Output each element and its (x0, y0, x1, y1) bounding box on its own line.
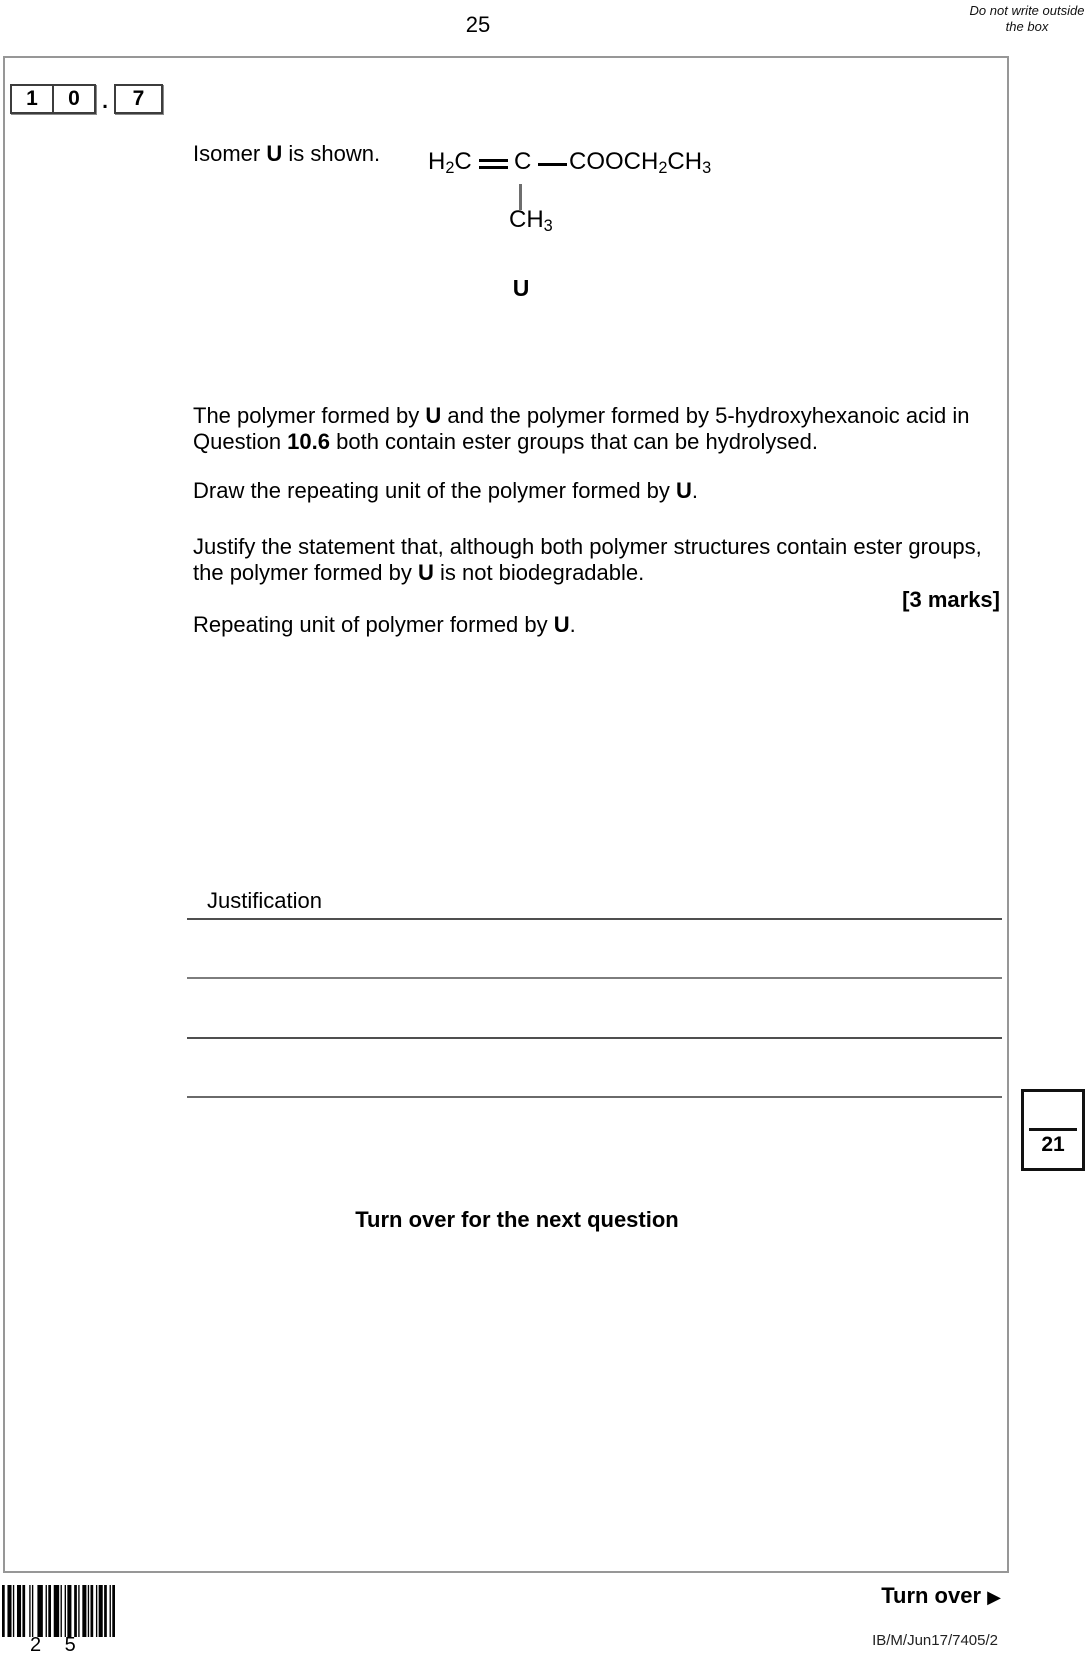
answer-line (187, 1096, 1002, 1098)
paragraph-draw-instruction: Draw the repeating unit of the polymer formed by U. (193, 478, 699, 503)
answer-line (187, 918, 1002, 920)
turn-over-next-question: Turn over for the next question (355, 1207, 679, 1232)
barcode (2, 1585, 115, 1637)
paragraph-polymer-intro: The polymer formed by U and the polymer formed by 5-hydroxyhexanoic acid in Question 10.6 both contain ester groups that can be hydrolysed. (193, 403, 970, 454)
total-marks-line (1029, 1128, 1077, 1131)
formula-left-group: H2C (428, 148, 472, 178)
double-bond (479, 159, 508, 173)
question-intro: Isomer U is shown. (193, 141, 381, 166)
barcode-digits: 2 5 (30, 1634, 85, 1656)
question-number-box-1: 1 (10, 84, 54, 114)
paper-reference: IB/M/Jun17/7405/2 (872, 1632, 998, 1649)
single-bond (538, 163, 567, 166)
answer-line (187, 1037, 1002, 1039)
formula-branch-group: CH3 (509, 206, 553, 236)
turn-over-footer (881, 1583, 1001, 1609)
question-number-box-3: 7 (114, 84, 163, 114)
do-not-write-note: Do not write outside the box (969, 3, 1085, 34)
total-marks-value: 21 (1041, 1133, 1065, 1156)
formula-right-group: COOCH2CH3 (569, 148, 712, 178)
paragraph-justify-instruction: Justify the statement that, although both polymer structures contain ester groups, the polymer formed by U is not biodegradable. (193, 534, 982, 585)
formula-center-atom: C (514, 148, 532, 175)
structure-label: U (512, 275, 530, 301)
content-box (3, 56, 1009, 1573)
page-number: 25 (465, 12, 491, 37)
marks-label: [3 marks] (902, 587, 1000, 612)
question-number-separator: . (102, 90, 108, 113)
answer-line (187, 977, 1002, 979)
question-number-box-2: 0 (52, 84, 96, 114)
turn-over-arrow-icon: ▶ (987, 1587, 1001, 1607)
repeating-unit-label: Repeating unit of polymer formed by U. (193, 612, 576, 637)
turn-over-text: Turn over (881, 1583, 982, 1608)
total-marks-box (1021, 1089, 1085, 1171)
justification-label: Justification (207, 888, 322, 913)
